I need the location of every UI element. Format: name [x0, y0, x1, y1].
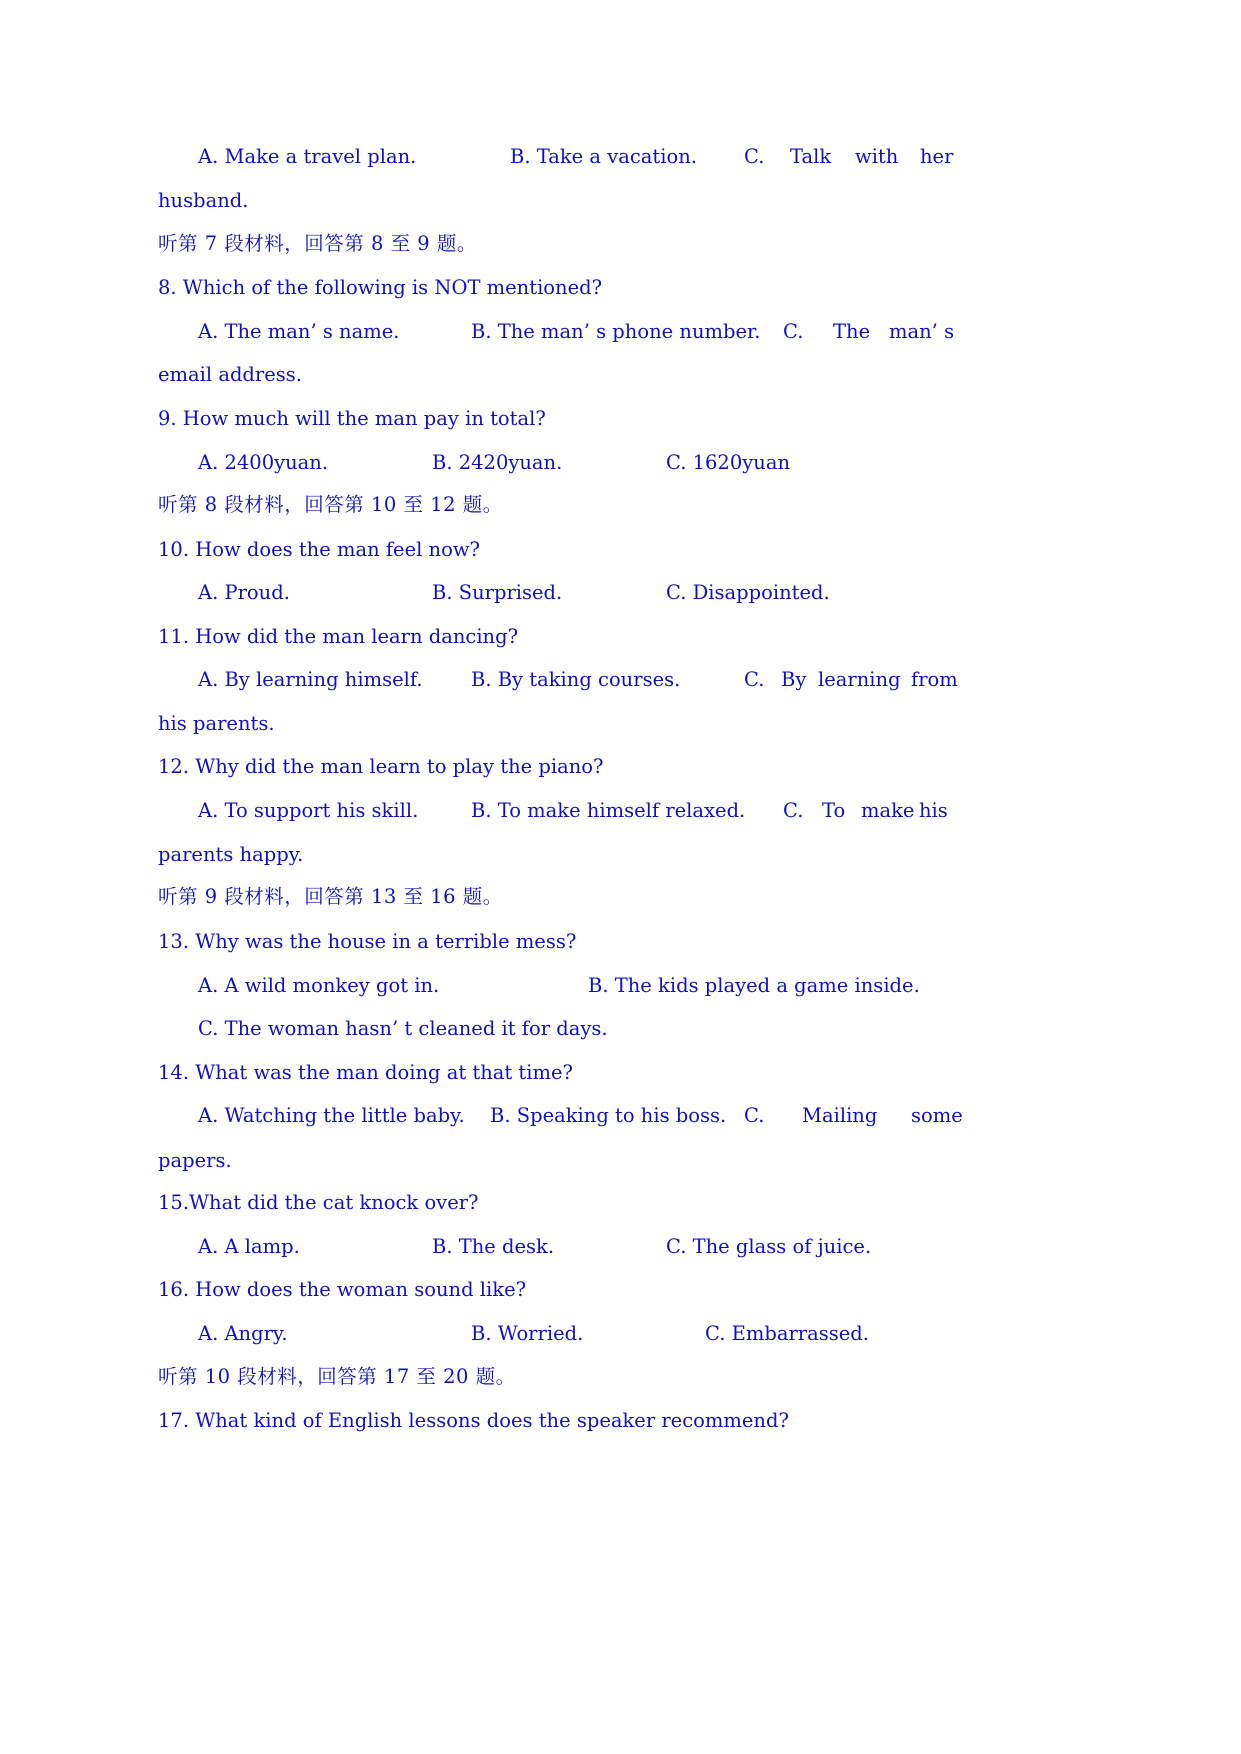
q14-option-a: A. Watching the little baby. — [198, 1104, 465, 1127]
q13-option-c: C. The woman hasn’ t cleaned it for days. — [198, 1017, 608, 1040]
q8-option-c-continued: email address. — [158, 363, 302, 386]
q11-question: 11. How did the man learn dancing? — [158, 625, 519, 648]
q11-option-c-continued: his parents. — [158, 712, 275, 735]
q8-option-c-word: The — [833, 320, 871, 343]
q13-option-a: A. A wild monkey got in. — [198, 974, 440, 997]
q16-question: 16. How does the woman sound like? — [158, 1278, 527, 1301]
q15-option-b: B. The desk. — [432, 1235, 555, 1258]
q14-option-c-continued: papers. — [158, 1149, 232, 1172]
q13-question: 13. Why was the house in a terrible mess? — [158, 930, 577, 953]
q11-option-c-letter: C. — [744, 668, 765, 691]
q17-question: 17. What kind of English lessons does the speaker recommend? — [158, 1409, 789, 1432]
q12-option-c-letter: C. — [783, 799, 804, 822]
section-heading-9: 听第 9 段材料，回答第 13 至 16 题。 — [158, 885, 503, 908]
q11-option-a: A. By learning himself. — [198, 668, 423, 691]
section-heading-10: 听第 10 段材料，回答第 17 至 20 题。 — [158, 1365, 516, 1388]
q12-option-c-word: To — [822, 799, 846, 822]
q16-option-c: C. Embarrassed. — [705, 1322, 869, 1345]
q16-option-b: B. Worried. — [471, 1322, 584, 1345]
q7-option-c-word: Talk — [790, 145, 832, 168]
q15-option-a: A. A lamp. — [198, 1235, 300, 1258]
q12-option-b: B. To make himself relaxed. — [471, 799, 746, 822]
q8-option-b: B. The man’ s phone number. — [471, 320, 761, 343]
q10-option-a: A. Proud. — [198, 581, 290, 604]
q11-option-b: B. By taking courses. — [471, 668, 681, 691]
q13-option-b: B. The kids played a game inside. — [588, 974, 920, 997]
q16-option-a: A. Angry. — [198, 1322, 288, 1345]
q7-option-c-letter: C. — [744, 145, 765, 168]
q10-question: 10. How does the man feel now? — [158, 538, 480, 561]
q7-option-a: A. Make a travel plan. — [198, 145, 417, 168]
q9-option-c: C. 1620yuan — [666, 451, 791, 474]
q8-option-c-word: man’ s — [889, 320, 955, 343]
q15-option-c: C. The glass of juice. — [666, 1235, 872, 1258]
q8-option-a: A. The man’ s name. — [198, 320, 400, 343]
q7-option-c-word: with — [855, 145, 899, 168]
q15-question: 15.What did the cat knock over? — [158, 1191, 479, 1214]
q11-option-c-word: from — [911, 668, 958, 691]
q8-option-c-letter: C. — [783, 320, 804, 343]
q10-option-c: C. Disappointed. — [666, 581, 830, 604]
section-heading-8: 听第 8 段材料，回答第 10 至 12 题。 — [158, 493, 503, 516]
q14-option-b: B. Speaking to his boss. — [490, 1104, 727, 1127]
section-heading-7: 听第 7 段材料，回答第 8 至 9 题。 — [158, 232, 477, 255]
q9-option-b: B. 2420yuan. — [432, 451, 563, 474]
q14-option-c-letter: C. — [744, 1104, 765, 1127]
q12-option-c-continued: parents happy. — [158, 843, 304, 866]
q14-option-c-word: Mailing — [802, 1104, 878, 1127]
q8-question: 8. Which of the following is NOT mentioned? — [158, 276, 603, 299]
q7-option-b: B. Take a vacation. — [510, 145, 697, 168]
q14-option-c-word: some — [911, 1104, 963, 1127]
q9-question: 9. How much will the man pay in total? — [158, 407, 546, 430]
q10-option-b: B. Surprised. — [432, 581, 563, 604]
q12-option-c-word: make — [861, 799, 915, 822]
q12-question: 12. Why did the man learn to play the piano? — [158, 755, 604, 778]
q9-option-a: A. 2400yuan. — [198, 451, 329, 474]
q14-question: 14. What was the man doing at that time? — [158, 1061, 573, 1084]
q12-option-c-word: his — [919, 799, 948, 822]
q12-option-a: A. To support his skill. — [198, 799, 419, 822]
q11-option-c-word: By — [781, 668, 807, 691]
q11-option-c-word: learning — [818, 668, 901, 691]
q7-option-c-word: her — [920, 145, 954, 168]
q7-option-c-continued: husband. — [158, 189, 249, 212]
